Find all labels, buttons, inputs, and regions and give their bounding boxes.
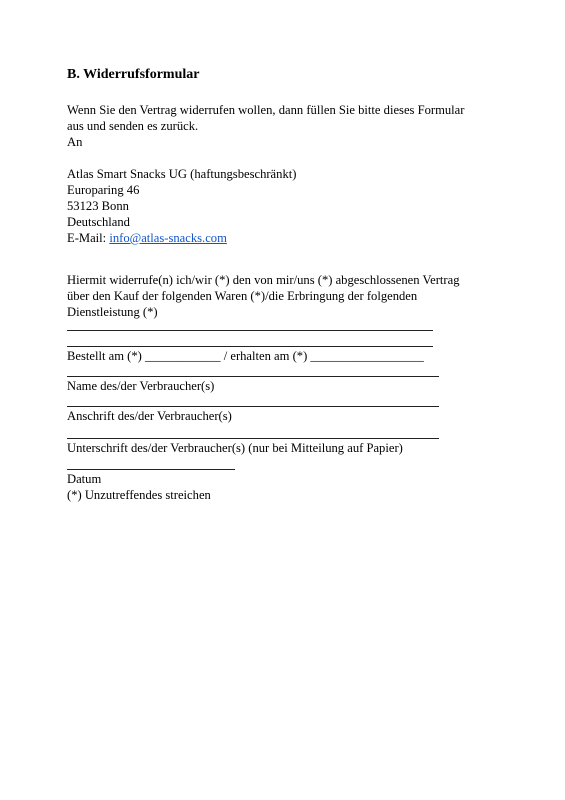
- date-label: Datum: [67, 472, 102, 486]
- signature-label: Unterschrift des/der Verbraucher(s) (nur bei Mitteilung auf Papier): [67, 441, 403, 455]
- form-heading: B. Widerrufsformular: [67, 67, 200, 82]
- company-email-line: [67, 230, 227, 246]
- consumer-name-label: Name des/der Verbraucher(s): [67, 379, 215, 393]
- email-link[interactable]: info@atlas-snacks.com: [109, 231, 227, 245]
- company-street: Europaring 46: [67, 183, 140, 197]
- intro-line-2: aus und senden es zurück.: [67, 119, 199, 133]
- date-blank-line[interactable]: [67, 469, 235, 470]
- declaration-line-2: über den Kauf der folgenden Waren (*)/die Erbringung der folgenden: [67, 289, 418, 303]
- company-country: Deutschland: [67, 215, 130, 229]
- goods-blank-line-2[interactable]: [67, 346, 433, 347]
- company-city: 53123 Bonn: [67, 199, 129, 213]
- goods-blank-line-1[interactable]: [67, 330, 433, 331]
- declaration-line-3: Dienstleistung (*): [67, 305, 158, 319]
- company-name: Atlas Smart Snacks UG (haftungsbeschränkt): [67, 167, 297, 181]
- name-blank-line[interactable]: [67, 376, 439, 377]
- recipient-label: An: [67, 135, 83, 149]
- ordered-received-field[interactable]: Bestellt am (*) ____________ / erhalten am (*) __________________: [67, 349, 424, 363]
- email-label: E-Mail:: [67, 231, 110, 245]
- consumer-address-label: Anschrift des/der Verbraucher(s): [67, 409, 232, 423]
- footnote: (*) Unzutreffendes streichen: [67, 488, 211, 502]
- signature-blank-line[interactable]: [67, 438, 439, 439]
- address-blank-line[interactable]: [67, 406, 439, 407]
- declaration-line-1: Hiermit widerrufe(n) ich/wir (*) den von mir/uns (*) abgeschlossenen Vertrag: [67, 273, 460, 287]
- intro-line-1: Wenn Sie den Vertrag widerrufen wollen, dann füllen Sie bitte dieses Formular: [67, 103, 465, 117]
